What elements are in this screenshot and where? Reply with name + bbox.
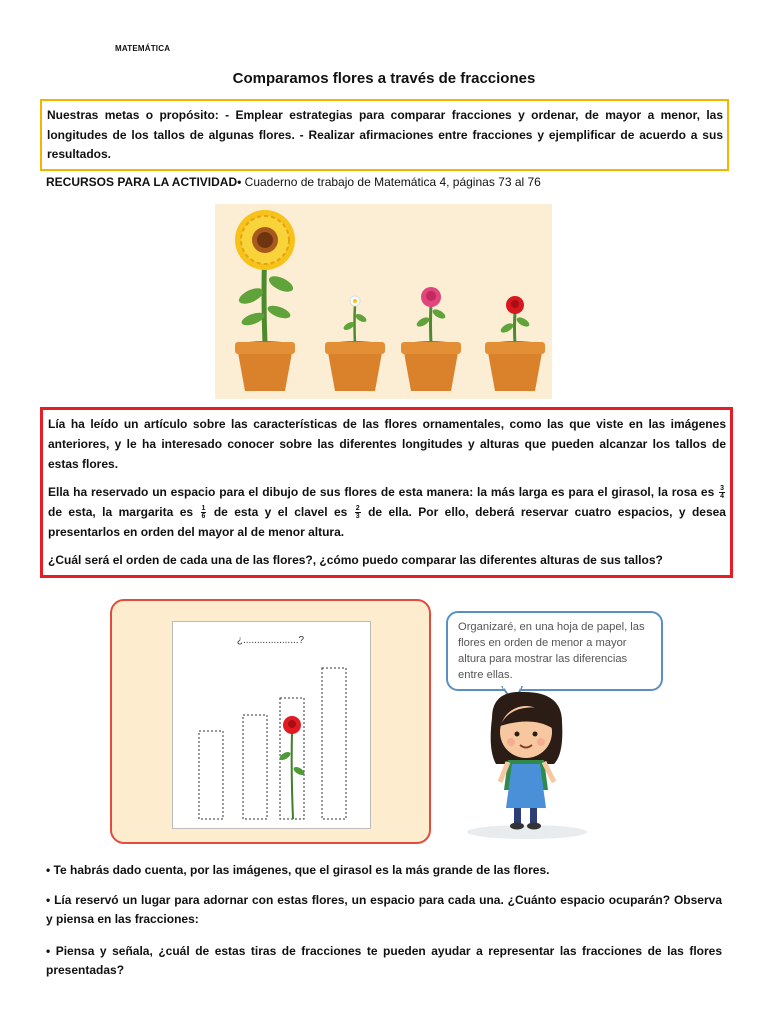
space-box-4 xyxy=(322,668,346,819)
sunflower-pot xyxy=(235,210,295,391)
space-box-1 xyxy=(199,731,223,819)
flower-pots-image xyxy=(215,204,552,399)
subject-header: MATEMÁTICA xyxy=(115,44,171,53)
bullet-2: • Lía reservó un lugar para adornar con estas flores, un espacio para cada una. ¿Cuánto espacio ocuparán? Observa y piensa en las fracciones: xyxy=(46,893,722,926)
rose-pot xyxy=(401,287,461,391)
problem-text-c: de esta y el clavel es xyxy=(213,505,348,519)
flower-pots-illustration xyxy=(215,204,552,399)
problem-text-b: de esta, la margarita es xyxy=(48,505,194,519)
space-box-2 xyxy=(243,715,267,819)
fraction-rose: $\frac{3}{4}$ xyxy=(720,485,724,501)
speech-bubble: Organizaré, en una hoja de papel, las flores en orden de menor a mayor altura para mostrar las diferencias entre ellas. xyxy=(446,611,663,691)
problem-paragraph-1: Lía ha leído un artículo sobre las características de las flores ornamentales, como las que viste en las imágenes anteriores, y le ha interesado conocer sobre las diferentes longitudes y alturas que pueden alcanzar los tallos de estas flores. xyxy=(48,417,726,471)
fraction-daisy: $\frac{1}{6}$ xyxy=(201,505,206,521)
carnation-pot xyxy=(485,296,545,391)
daisy-pot xyxy=(325,296,385,391)
resources-text: Cuaderno de trabajo de Matemática 4, páginas 73 al 76 xyxy=(241,175,541,189)
fraction-carnation: $\frac{2}{3}$ xyxy=(355,505,360,521)
resources-line xyxy=(46,175,541,189)
sunflower-head-icon xyxy=(235,210,295,270)
page-title: Comparamos flores a través de fracciones xyxy=(232,70,536,87)
resources-label: RECURSOS PARA LA ACTIVIDAD• xyxy=(46,175,242,189)
bullet-1: • Te habrás dado cuenta, por las imágenes, que el girasol es la más grande de las flores. xyxy=(46,863,550,877)
paper-title: ¿....................? xyxy=(236,635,305,646)
problem-text-a: Ella ha reservado un espacio para el dibujo de sus flores de esta manera: la más larga es para el girasol, la rosa es xyxy=(48,485,715,499)
goals-box: Nuestras metas o propósito: - Emplear estrategias para comparar fracciones y ordenar, de mayor a menor, las longitudes de los tallos de algunas flores. - Realizar afirmaciones entre fracciones y ejemplificar de acuerdo a sus resultados. xyxy=(40,99,729,171)
paper-drawing xyxy=(172,621,369,827)
problem-paragraph-2 xyxy=(48,482,726,542)
problem-text-d: de ella. Por ello, deberá reservar cuatro espacios, y desea presentarlos en orden del mayor al de menor altura. xyxy=(48,505,726,539)
problem-question: ¿Cuál será el orden de cada una de las flores?, ¿cómo puedo comparar las diferentes alturas de sus tallos? xyxy=(48,553,663,567)
bullet-3: • Piensa y señala, ¿cuál de estas tiras de fracciones te pueden ayudar a representar las fracciones de las flores presentadas? xyxy=(46,944,722,977)
rose-drawing-icon xyxy=(278,716,305,819)
girl-character-icon xyxy=(462,690,592,840)
problem-box xyxy=(40,407,733,578)
